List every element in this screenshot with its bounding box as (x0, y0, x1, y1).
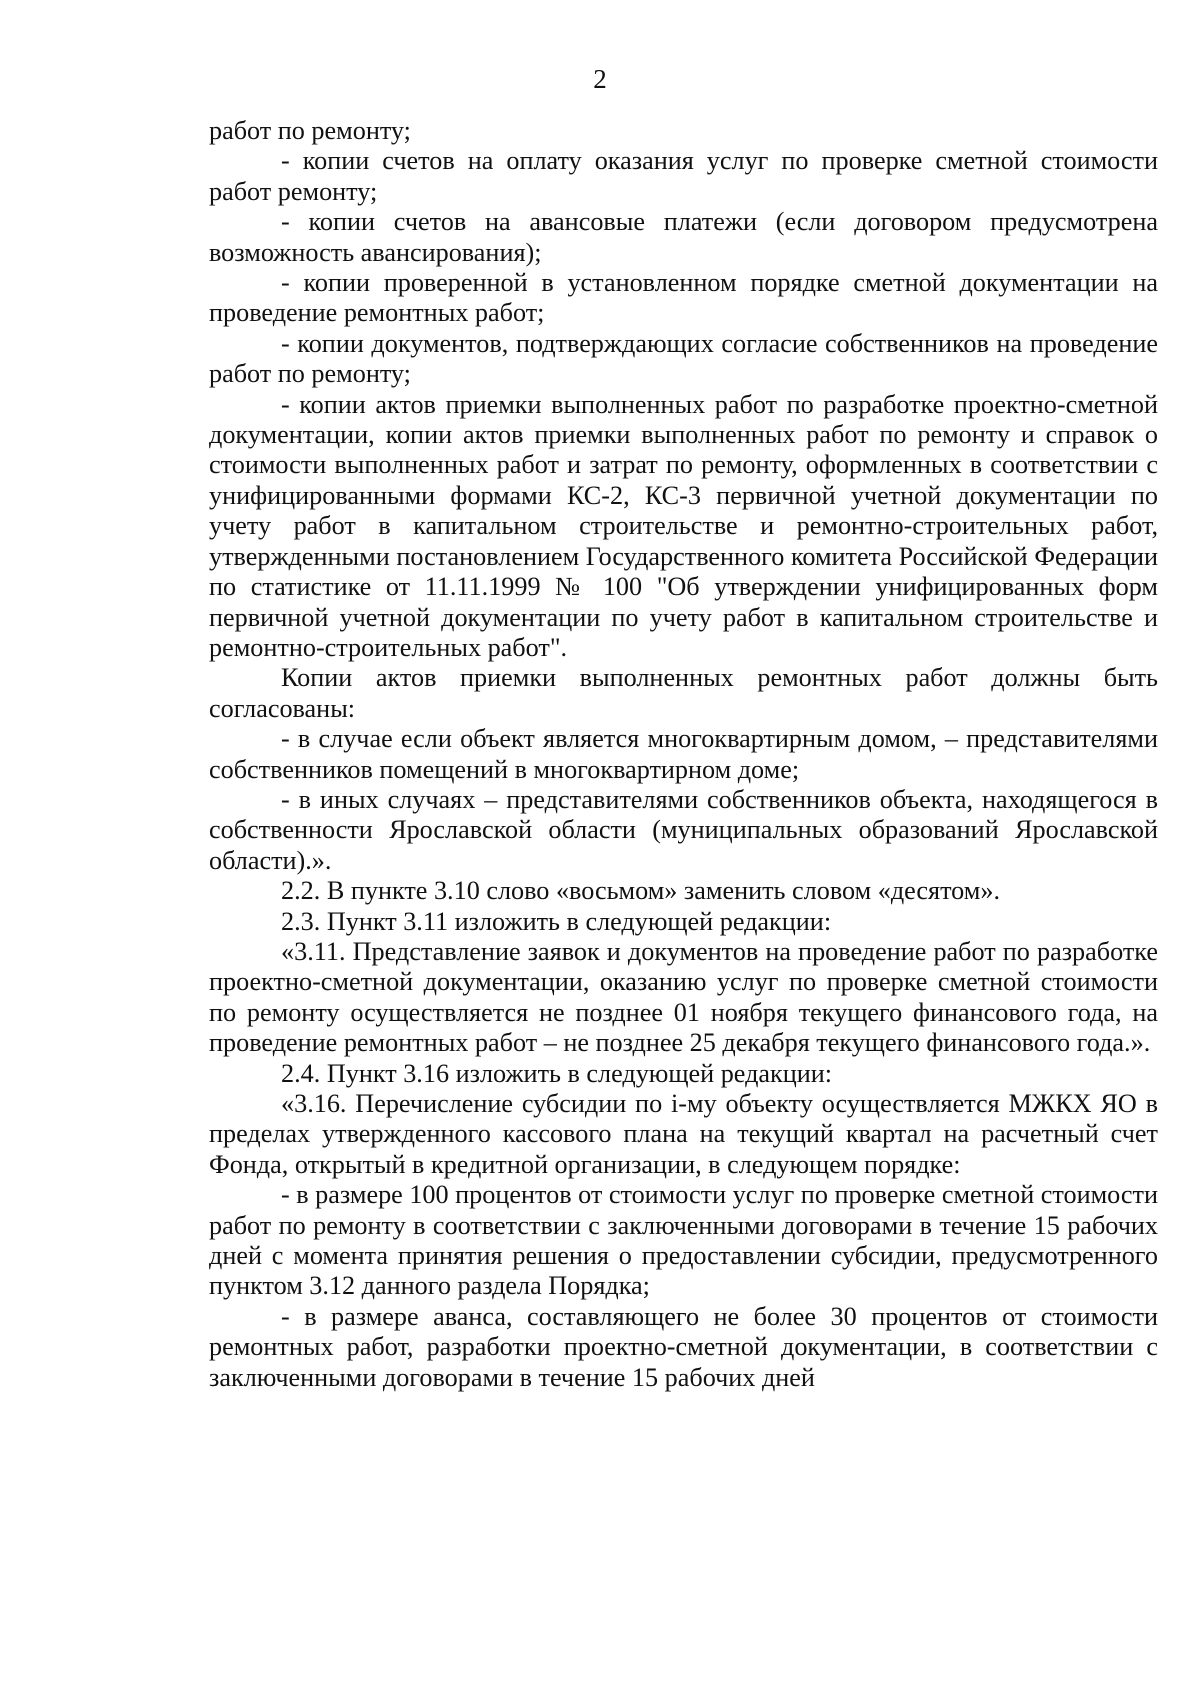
paragraph: - копии проверенной в установленном порядке сметной документации на проведение ремонтных работ; (209, 268, 1158, 328)
paragraph: «3.11. Представление заявок и документов на проведение работ по разработке проектно-сметной документации, оказанию услуг по проверке сметной стоимости по ремонту осуществляется не позднее 01 ноября текущего финансового года, на проведение ремонтных работ – не позднее 25 декабря текущего финансового года.». (209, 936, 1158, 1058)
paragraph: 2.4. Пункт 3.16 изложить в следующей редакции: (281, 1058, 833, 1088)
page-number: 2 (593, 64, 607, 94)
paragraph: - в размере аванса, составляющего не более 30 процентов от стоимости ремонтных работ, разработки проектно-сметной документации, в соответствии с заключенными договорами в течение 15 рабочих дней (209, 1301, 1158, 1392)
paragraph: - копии счетов на оплату оказания услуг по проверке сметной стоимости работ ремонту; (209, 146, 1158, 206)
paragraph: - копии счетов на авансовые платежи (если договором предусмотрена возможность авансирования); (209, 207, 1158, 267)
paragraph: - копии актов приемки выполненных работ по разработке проектно-сметной документации, копии актов приемки выполненных работ по ремонту и справок о стоимости выполненных работ и затрат по ремонту, оформленных в соответствии с унифицированными формами КС-2, КС-3 первичной учетной документации по учету работ в капитальном строительстве и ремонтно-строительных работ, утвержденными постановлением Государственного комитета Российской Федерации по статистике от 11.11.1999 № 100 "Об утверждении унифицированных форм первичной учетной документации по учету работ в капитальном строительстве и ремонтно-строительных работ". (209, 389, 1158, 662)
document-body (209, 116, 1158, 1393)
paragraph: 2.2. В пункте 3.10 слово «восьмом» заменить словом «десятом». (281, 876, 1000, 906)
paragraph: 2.3. Пункт 3.11 изложить в следующей редакции: (281, 906, 832, 936)
paragraph: - копии документов, подтверждающих согласие собственников на проведение работ по ремонту; (209, 328, 1158, 389)
paragraph: - в размере 100 процентов от стоимости услуг по проверке сметной стоимости работ по ремонту в соответствии с заключенными договорами в течение 15 рабочих дней с момента принятия решения о предоставлении субсидии, предусмотренного пунктом 3.12 данного раздела Порядка; (209, 1180, 1158, 1301)
paragraph: Копии актов приемки выполненных ремонтных работ должны быть согласованы: (209, 663, 1158, 723)
paragraph: - в случае если объект является многоквартирным домом, – представителями собственников помещений в многоквартирном доме; (209, 724, 1158, 784)
paragraph: работ по ремонту; (209, 116, 411, 145)
paragraph: - в иных случаях – представителями собственников объекта, находящегося в собственности Ярославской области (муниципальных образований Ярославской области).». (209, 784, 1158, 875)
paragraph: «3.16. Перечисление субсидии по i-му объекту осуществляется МЖКХ ЯО в пределах утвержденного кассового плана на текущий квартал на расчетный счет Фонда, открытый в кредитной организации, в следующем порядке: (209, 1089, 1158, 1179)
